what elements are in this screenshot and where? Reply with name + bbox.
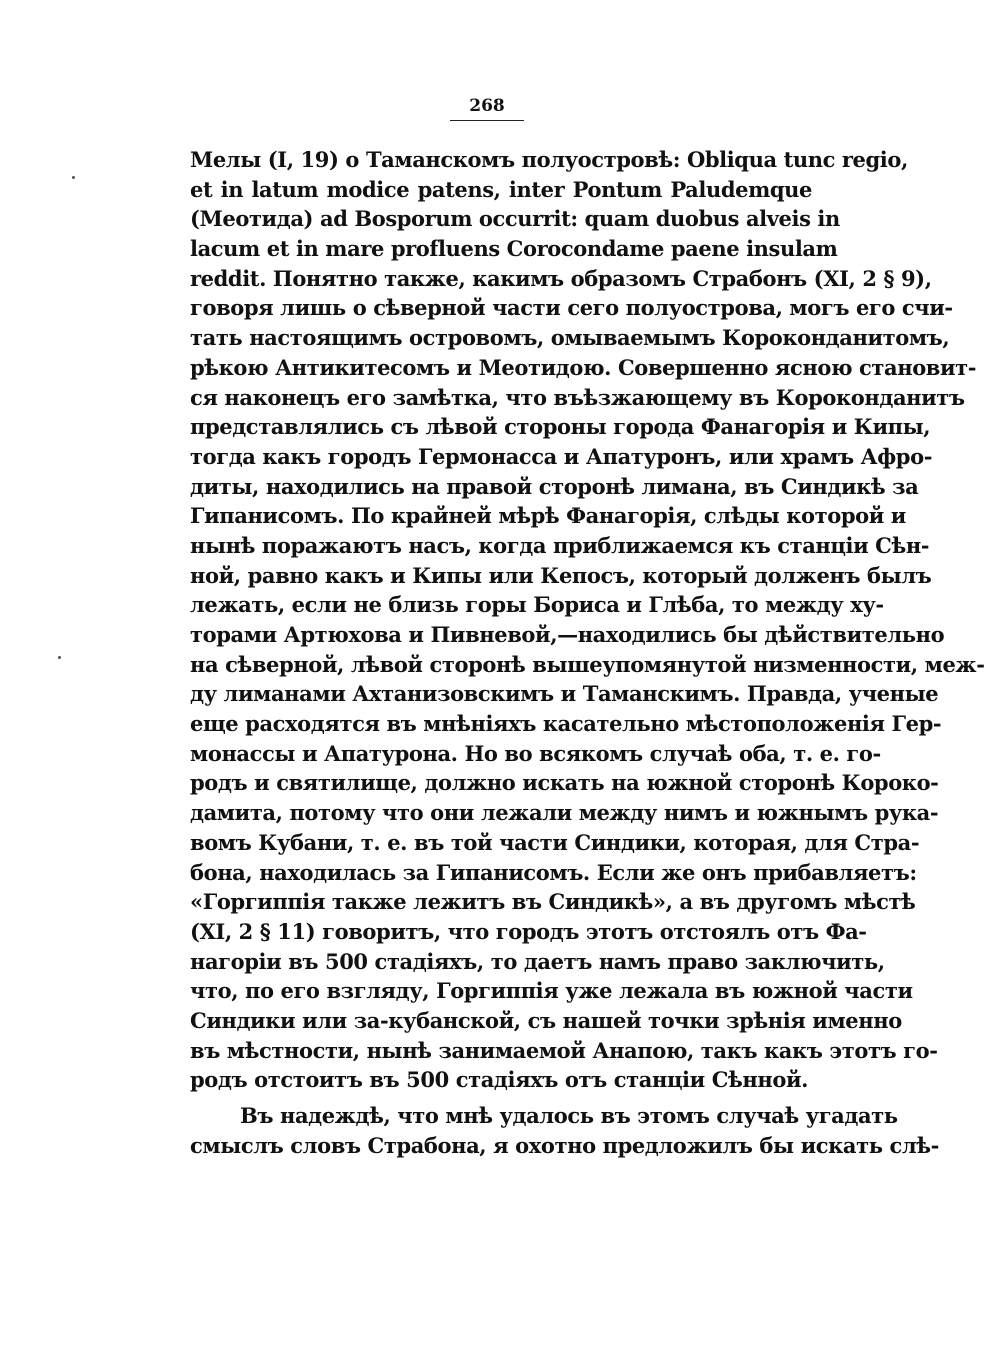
text-line: вомъ Кубани, т. е. въ той части Синдики, которая, для Стра- xyxy=(190,829,920,855)
page-number: 268 xyxy=(469,96,505,116)
scan-speck xyxy=(58,656,61,659)
text-line: Мелы (I, 19) о Таманскомъ полуостровѣ: Obliqua tunc regio, xyxy=(190,147,908,172)
text-line: тогда какъ городъ Гермонасса и Апатуронъ, или храмъ Афро- xyxy=(190,443,933,469)
text-line: тать настоящимъ островомъ, омываемымъ Короконданитомъ, xyxy=(190,325,950,351)
text-line: «Горгиппія также лежитъ въ Синдикѣ», а въ другомъ мѣстѣ xyxy=(190,889,916,915)
text-line: монассы и Апатурона. Но во всякомъ случаѣ оба, т. е. го- xyxy=(190,740,881,766)
paragraph xyxy=(190,1101,939,1160)
text-line: диты, находились на правой сторонѣ лимана, въ Синдикѣ за xyxy=(190,473,919,499)
body-text xyxy=(190,145,985,1160)
page-number-rule xyxy=(450,120,524,121)
text-line: (XI, 2 § 11) говоритъ, что городъ этотъ отстоялъ отъ Фа- xyxy=(190,918,867,944)
text-line: (Меотида) ad Bosporum occurrit: quam duobus alveis in xyxy=(190,206,840,232)
text-line: говоря лишь о сѣверной части сего полуострова, могъ его счи- xyxy=(190,295,953,321)
scan-speck xyxy=(72,176,75,179)
text-line: ся наконецъ его замѣтка, что въѣзжающему въ Короконданитъ xyxy=(190,384,965,410)
text-line: лежать, если не близь горы Бориса и Глѣба, то между ху- xyxy=(190,592,884,618)
text-line: reddit. Понятно также, какимъ образомъ Страбонъ (XI, 2 § 9), xyxy=(190,265,932,291)
text-line: нынѣ поражаютъ насъ, когда приближаемся къ станціи Сѣн- xyxy=(190,532,930,558)
text-line: ной, равно какъ и Кипы или Кепосъ, который долженъ былъ xyxy=(190,562,932,588)
text-line: еще расходятся въ мнѣніяхъ касательно мѣстоположенія Гер- xyxy=(190,711,942,737)
text-line: торами Артюхова и Пивневой,—находились бы дѣйствительно xyxy=(190,622,945,647)
text-line: Гипанисомъ. По крайней мѣрѣ Фанагорія, слѣды которой и xyxy=(190,503,906,529)
text-line: въ мѣстности, нынѣ занимаемой Анапою, такъ какъ этотъ го- xyxy=(190,1037,938,1063)
text-line: представлялись съ лѣвой стороны города Фанагорія и Кипы, xyxy=(190,414,931,440)
text-line: ду лиманами Ахтанизовскимъ и Таманскимъ. Правда, ученые xyxy=(190,681,939,707)
text-line: родъ и святилище, должно искать на южной сторонѣ Короко- xyxy=(190,770,939,796)
text-line: нагоріи въ 500 стадіяхъ, то даетъ намъ право заключить, xyxy=(190,948,885,974)
text-line: рѣкою Антикитесомъ и Меотидою. Совершенно ясною становит- xyxy=(190,354,977,380)
text-line: Въ надеждѣ, что мнѣ удалось въ этомъ случаѣ угадать xyxy=(240,1103,898,1128)
text-line: et in latum modice patens, inter Pontum Paludemque xyxy=(190,176,812,202)
text-line: Синдики или за-кубанской, съ нашей точки зрѣнія именно xyxy=(190,1007,902,1033)
text-line: смыслъ словъ Страбона, я охотно предложилъ бы искать слѣ- xyxy=(190,1132,939,1158)
text-line: родъ отстоитъ въ 500 стадіяхъ отъ станціи Сѣнной. xyxy=(190,1067,809,1093)
text-line: на сѣверной, лѣвой сторонѣ вышеупомянутой низменности, меж- xyxy=(190,651,985,677)
text-line: дамита, потому что они лежали между нимъ и южнымъ рука- xyxy=(190,800,939,826)
text-line: lacum et in mare profluens Corocondame paene insulam xyxy=(190,236,838,262)
text-line: что, по его взгляду, Горгиппія уже лежала въ южной части xyxy=(190,978,913,1004)
paragraph xyxy=(190,145,985,1095)
text-line: бона, находилась за Гипанисомъ. Если же онъ прибавляетъ: xyxy=(190,859,917,885)
